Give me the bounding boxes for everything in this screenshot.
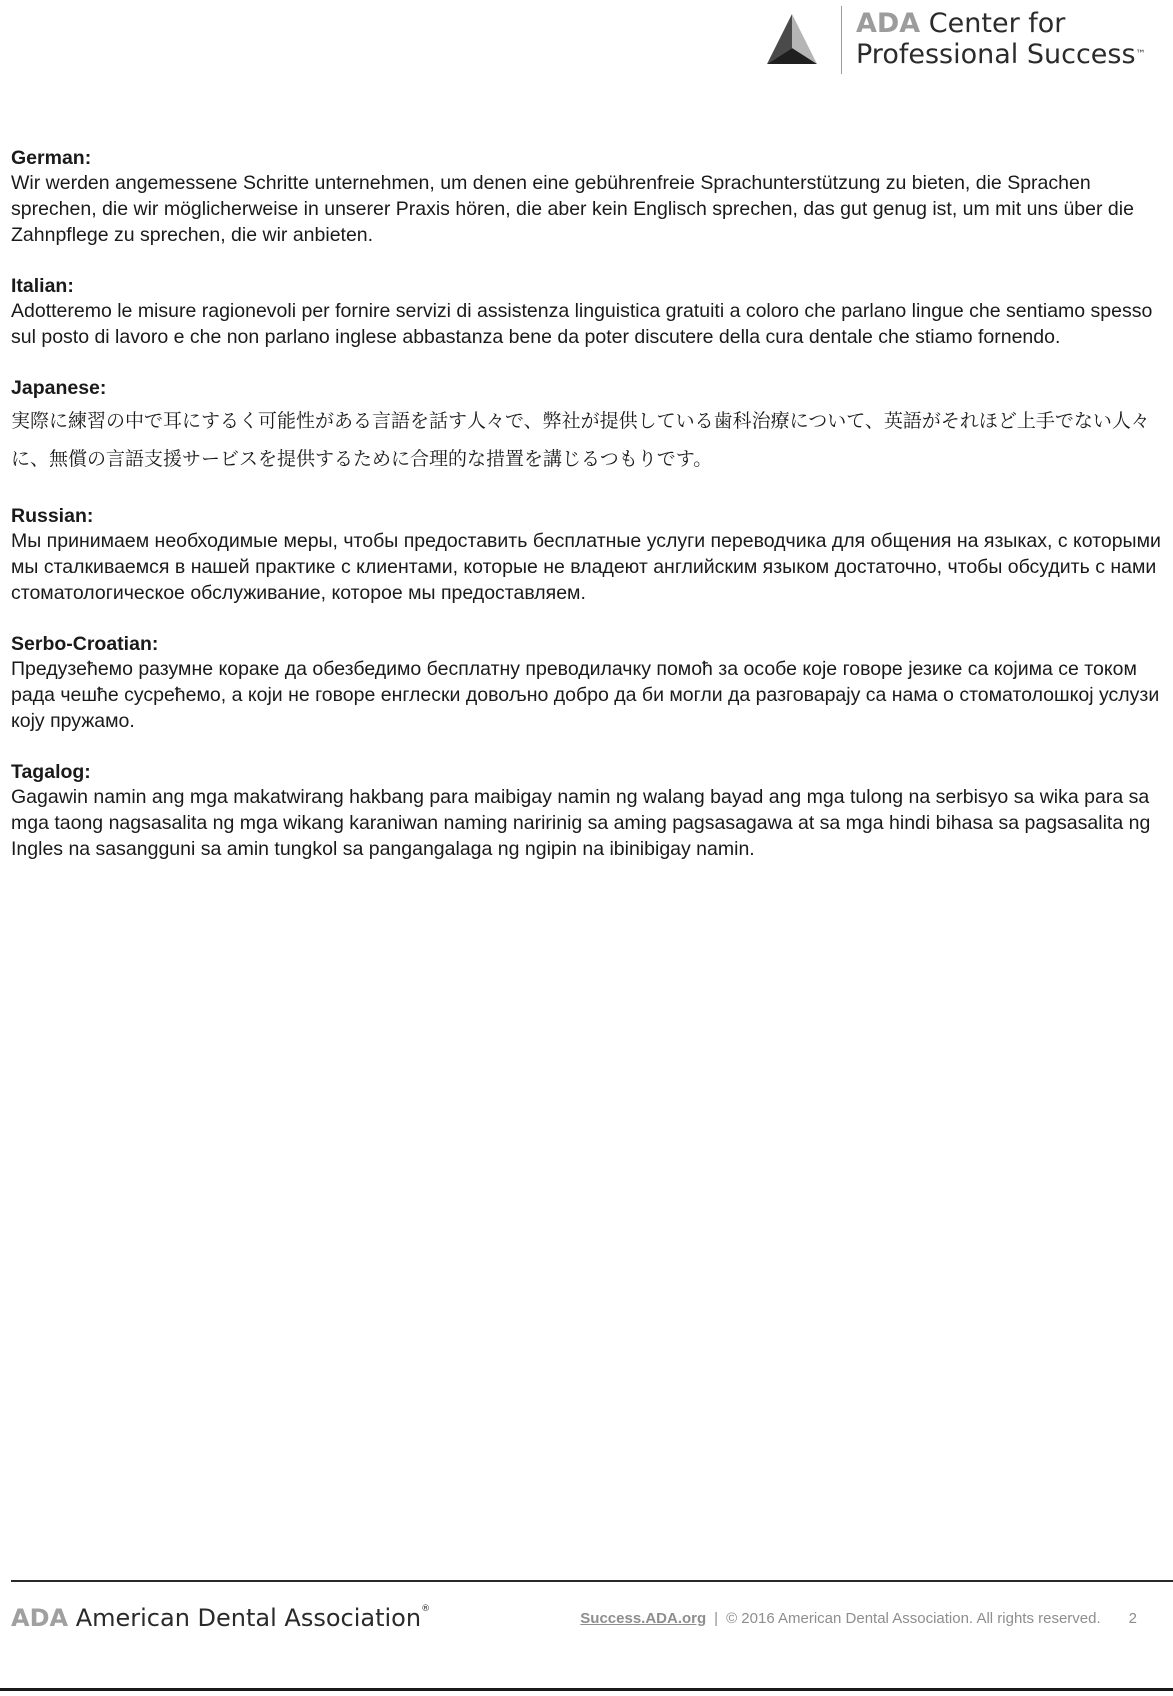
footer-ada-letters: ADA: [11, 1604, 69, 1632]
section-italian: [11, 274, 1161, 350]
section-body: Gagawin namin ang mga makatwirang hakbang para maibigay namin ng walang bayad ang mga tulong na serbisyo sa wika para sa mga taong nagsasalita ng mga wikang karaniwan naming naririnig sa aming pagsasagawa at sa mga hindi bihasa sa pagsasalita ng Ingles na sasangguni sa amin tungkol sa pangangalaga ng ngipin na ibinibigay namin.: [11, 786, 1151, 860]
language-assistance-content: [11, 146, 1161, 888]
logo-line1: Center for: [920, 8, 1066, 39]
success-ada-link[interactable]: Success.ADA.org: [580, 1610, 707, 1627]
section-russian: [11, 504, 1161, 606]
footer-divider: [11, 1580, 1173, 1582]
registered-symbol: ®: [421, 1604, 431, 1614]
section-body: Wir werden angemessene Schritte unternehmen, um denen eine gebührenfreie Sprachunterstützung zu bieten, die Sprachen sprechen, die wir möglicherweise in unserer Praxis hören, die aber kein Englisch sprechen, das gut genug ist, um mit uns über die Zahnpflege zu sprechen, die wir anbieten.: [11, 172, 1134, 246]
section-body: 実際に練習の中で耳にするく可能性がある言語を話す人々で、弊社が提供している歯科治療について、英語がそれほど上手でない人々に、無償の言語支援サービスを提供するために合理的な措置を講じるつもりです。: [11, 410, 1150, 470]
footer-info: [580, 1610, 1137, 1627]
section-body: Мы принимаем необходимые меры, чтобы предоставить бесплатные услуги переводчика для общения на языках, с которыми мы сталкиваемся в нашей практике с клиентами, которые не владеют английским языком достаточно, чтобы обсудить с нами стоматологическое обслуживание, которое мы предоставляем.: [11, 530, 1161, 604]
logo-divider: [841, 6, 842, 74]
section-body: Adotteremo le misure ragionevoli per fornire servizi di assistenza linguistica gratuiti a coloro che parlano lingue che sentiamo spesso sul posto di lavoro e che non parlano inglese abbastanza bene da poter discutere della cura dentale che stiamo fornendo.: [11, 300, 1153, 348]
footer-ada-logo: [11, 1604, 430, 1632]
logo-ada-letters: ADA: [856, 8, 921, 39]
footer-separator: |: [714, 1610, 719, 1627]
ada-triangle-logo-icon: [763, 12, 821, 68]
section-serbo-croatian: [11, 632, 1161, 734]
section-japanese: [11, 376, 1161, 478]
section-heading: Serbo-Croatian:: [11, 633, 159, 655]
section-heading: Tagalog:: [11, 761, 91, 783]
logo-wordmark: [856, 8, 1146, 70]
footer-org-name: American Dental Association: [68, 1604, 422, 1632]
section-tagalog: [11, 760, 1161, 862]
page-number: 2: [1128, 1610, 1137, 1627]
section-german: [11, 146, 1161, 248]
section-heading: Japanese:: [11, 377, 107, 399]
section-heading: Italian:: [11, 275, 74, 297]
section-heading: Russian:: [11, 505, 94, 527]
section-heading: German:: [11, 147, 92, 169]
trademark-symbol: ™: [1135, 49, 1146, 60]
logo-line2: Professional Success: [856, 39, 1136, 70]
page-bottom-edge: [0, 1688, 1173, 1691]
section-body: Предузећемо разумне кораке да обезбедимо бесплатну преводилачку помоћ за особе које говоре језике са којима се током рада чешће сусрећемо, а који не говоре енглески довољно добро да би могли да разговарају са нама о стоматолошкој услузи коју пружамо.: [11, 658, 1160, 732]
copyright-text: © 2016 American Dental Association. All rights reserved.: [726, 1610, 1101, 1627]
ada-cps-logo: [763, 4, 1163, 74]
